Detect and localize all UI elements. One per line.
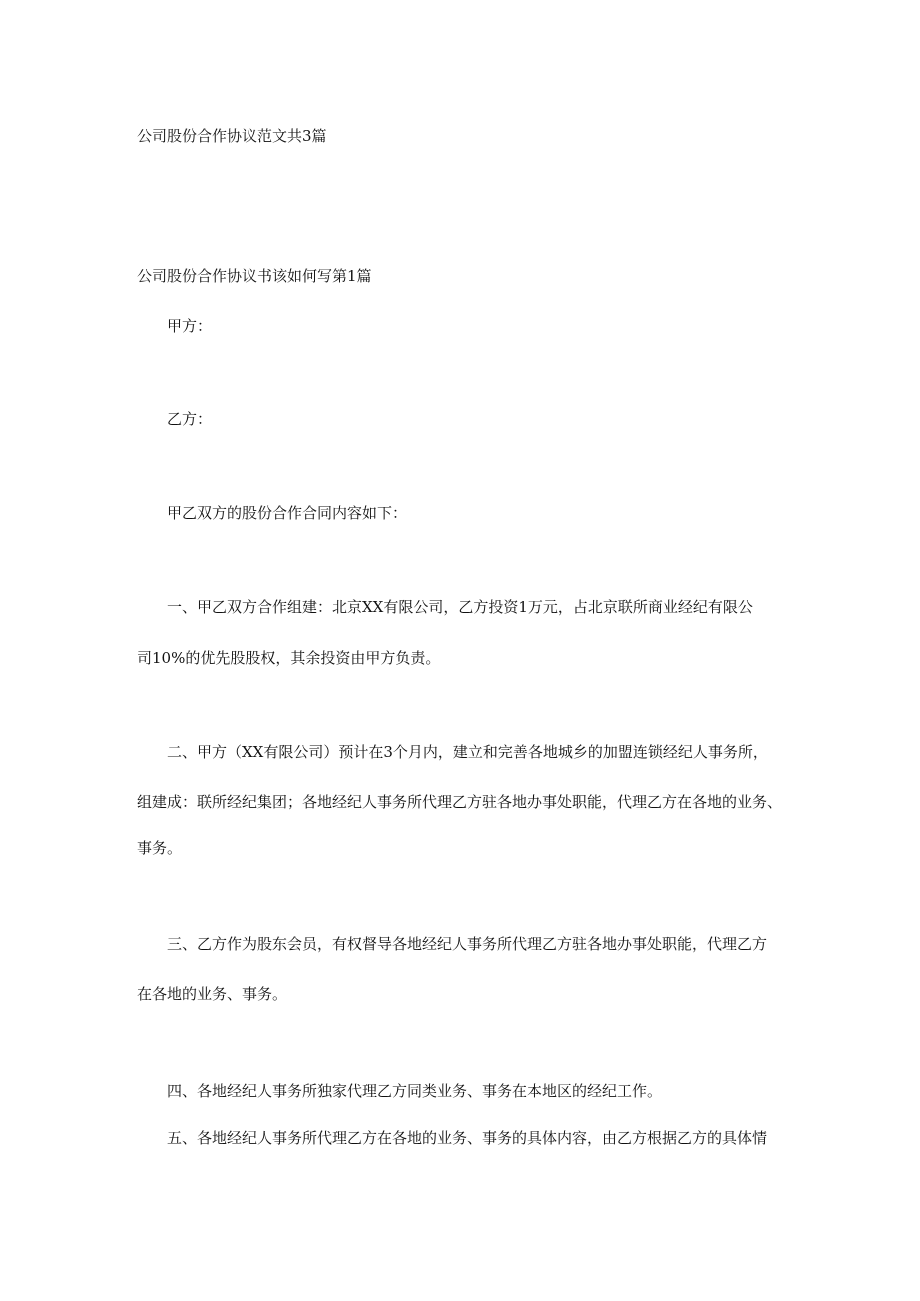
clause-3-line-2: 在各地的业务、事务。 xyxy=(137,985,288,1003)
section-title: 公司股份合作协议书该如何写第1篇 xyxy=(137,267,372,285)
clause-2-line-1: 二、甲方（XX有限公司）预计在3个月内，建立和完善各地城乡的加盟连锁经纪人事务所， xyxy=(167,743,768,761)
clause-5-line-1: 五、各地经纪人事务所代理乙方在各地的业务、事务的具体内容，由乙方根据乙方的具体情 xyxy=(167,1129,768,1147)
document-title: 公司股份合作协议范文共3篇 xyxy=(137,127,327,145)
party-b-label: 乙方： xyxy=(167,410,213,428)
clause-1-line-1: 一、甲乙双方合作组建：北京XX有限公司，乙方投资1万元，占北京联所商业经纪有限公 xyxy=(167,598,753,616)
clause-4-line-1: 四、各地经纪人事务所独家代理乙方同类业务、事务在本地区的经纪工作。 xyxy=(167,1082,663,1100)
clause-2-line-3: 事务。 xyxy=(137,839,183,857)
contract-intro: 甲乙双方的股份合作合同内容如下： xyxy=(167,504,408,522)
clause-1-line-2: 司10%的优先股股权，其余投资由甲方负责。 xyxy=(137,649,441,667)
clause-3-line-1: 三、乙方作为股东会员，有权督导各地经纪人事务所代理乙方驻各地办事处职能，代理乙方 xyxy=(167,935,768,953)
clause-2-line-2: 组建成：联所经纪集团；各地经纪人事务所代理乙方驻各地办事处职能，代理乙方在各地的业务、 xyxy=(137,793,783,811)
party-a-label: 甲方： xyxy=(167,317,213,335)
